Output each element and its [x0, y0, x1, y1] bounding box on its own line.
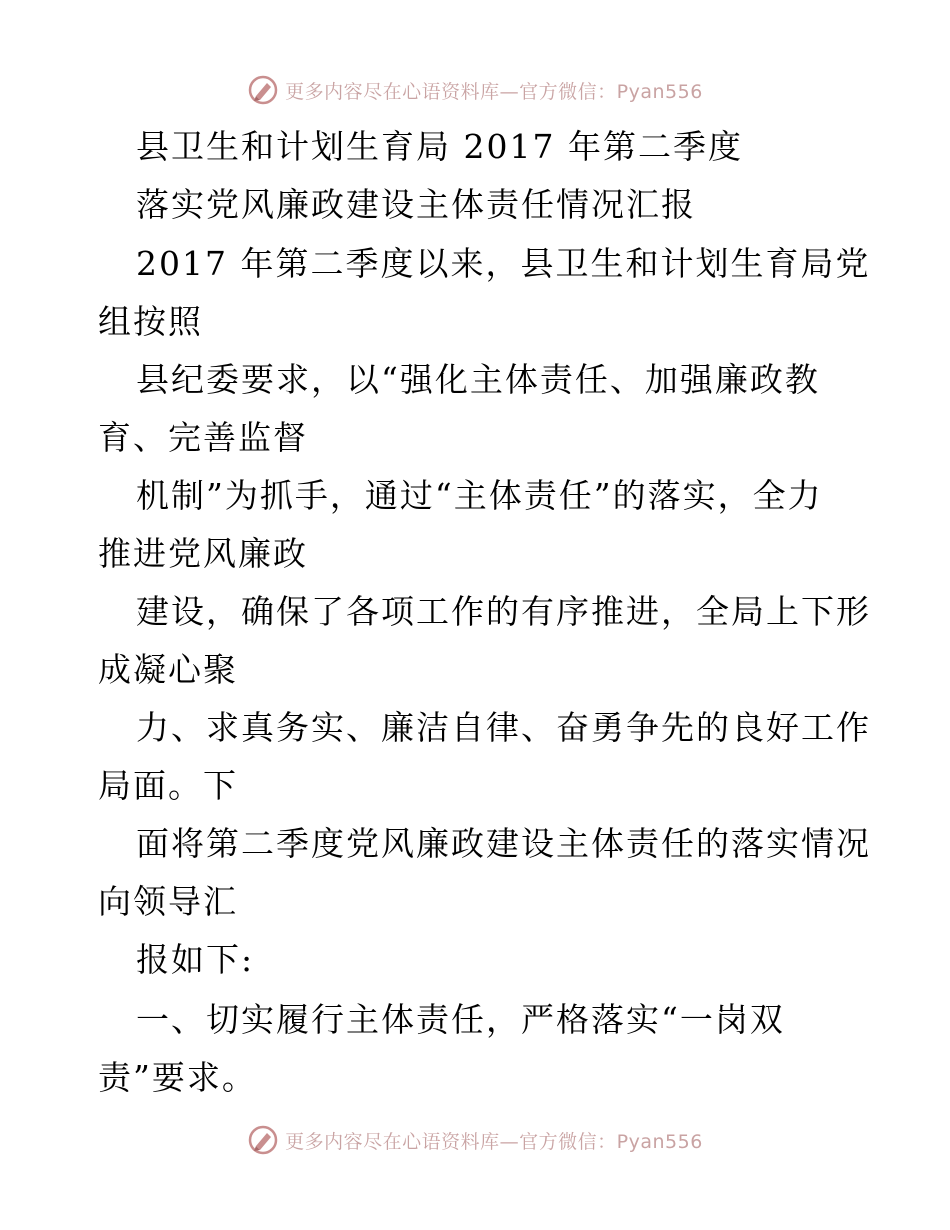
paragraph-line: 向领导汇 [98, 882, 238, 921]
paragraph-line: 面将第二季度党风廉政建设主体责任的落实情况 [136, 824, 871, 863]
paragraph-line: 成凝心聚 [98, 650, 238, 689]
paragraph-line: 局面。下 [98, 766, 238, 805]
paragraph-line: 力、求真务实、廉洁自律、奋勇争先的良好工作 [136, 708, 871, 747]
paragraph-line: 推进党风廉政 [98, 534, 308, 573]
watermark-text: 更多内容尽在心语资料库—官方微信：Pyan556 [285, 1130, 703, 1153]
doc-title-line-1: 县卫生和计划生育局 2017 年第二季度 [136, 127, 743, 166]
watermark-text: 更多内容尽在心语资料库—官方微信：Pyan556 [285, 80, 703, 103]
section-heading-line: 责”要求。 [98, 1058, 257, 1097]
paragraph-line: 组按照 [98, 302, 203, 341]
watermark-banner-top [0, 70, 950, 110]
paragraph-line: 县纪委要求，以“强化主体责任、加强廉政教 [136, 360, 820, 399]
paragraph-line: 机制”为抓手，通过“主体责任”的落实，全力 [136, 476, 823, 515]
paragraph-line: 2017 年第二季度以来，县卫生和计划生育局党 [136, 244, 871, 283]
watermark-banner-bottom [0, 1120, 950, 1160]
paragraph-line: 报如下: [136, 940, 255, 979]
section-heading-line: 一、切实履行主体责任，严格落实“一岗双 [136, 1000, 785, 1039]
paragraph-line: 建设，确保了各项工作的有序推进，全局上下形 [136, 592, 871, 631]
pen-logo-icon [247, 74, 279, 106]
paragraph-line: 育、完善监督 [98, 418, 308, 457]
pen-logo-icon [247, 1124, 279, 1156]
doc-title-line-2: 落实党风廉政建设主体责任情况汇报 [136, 185, 696, 224]
